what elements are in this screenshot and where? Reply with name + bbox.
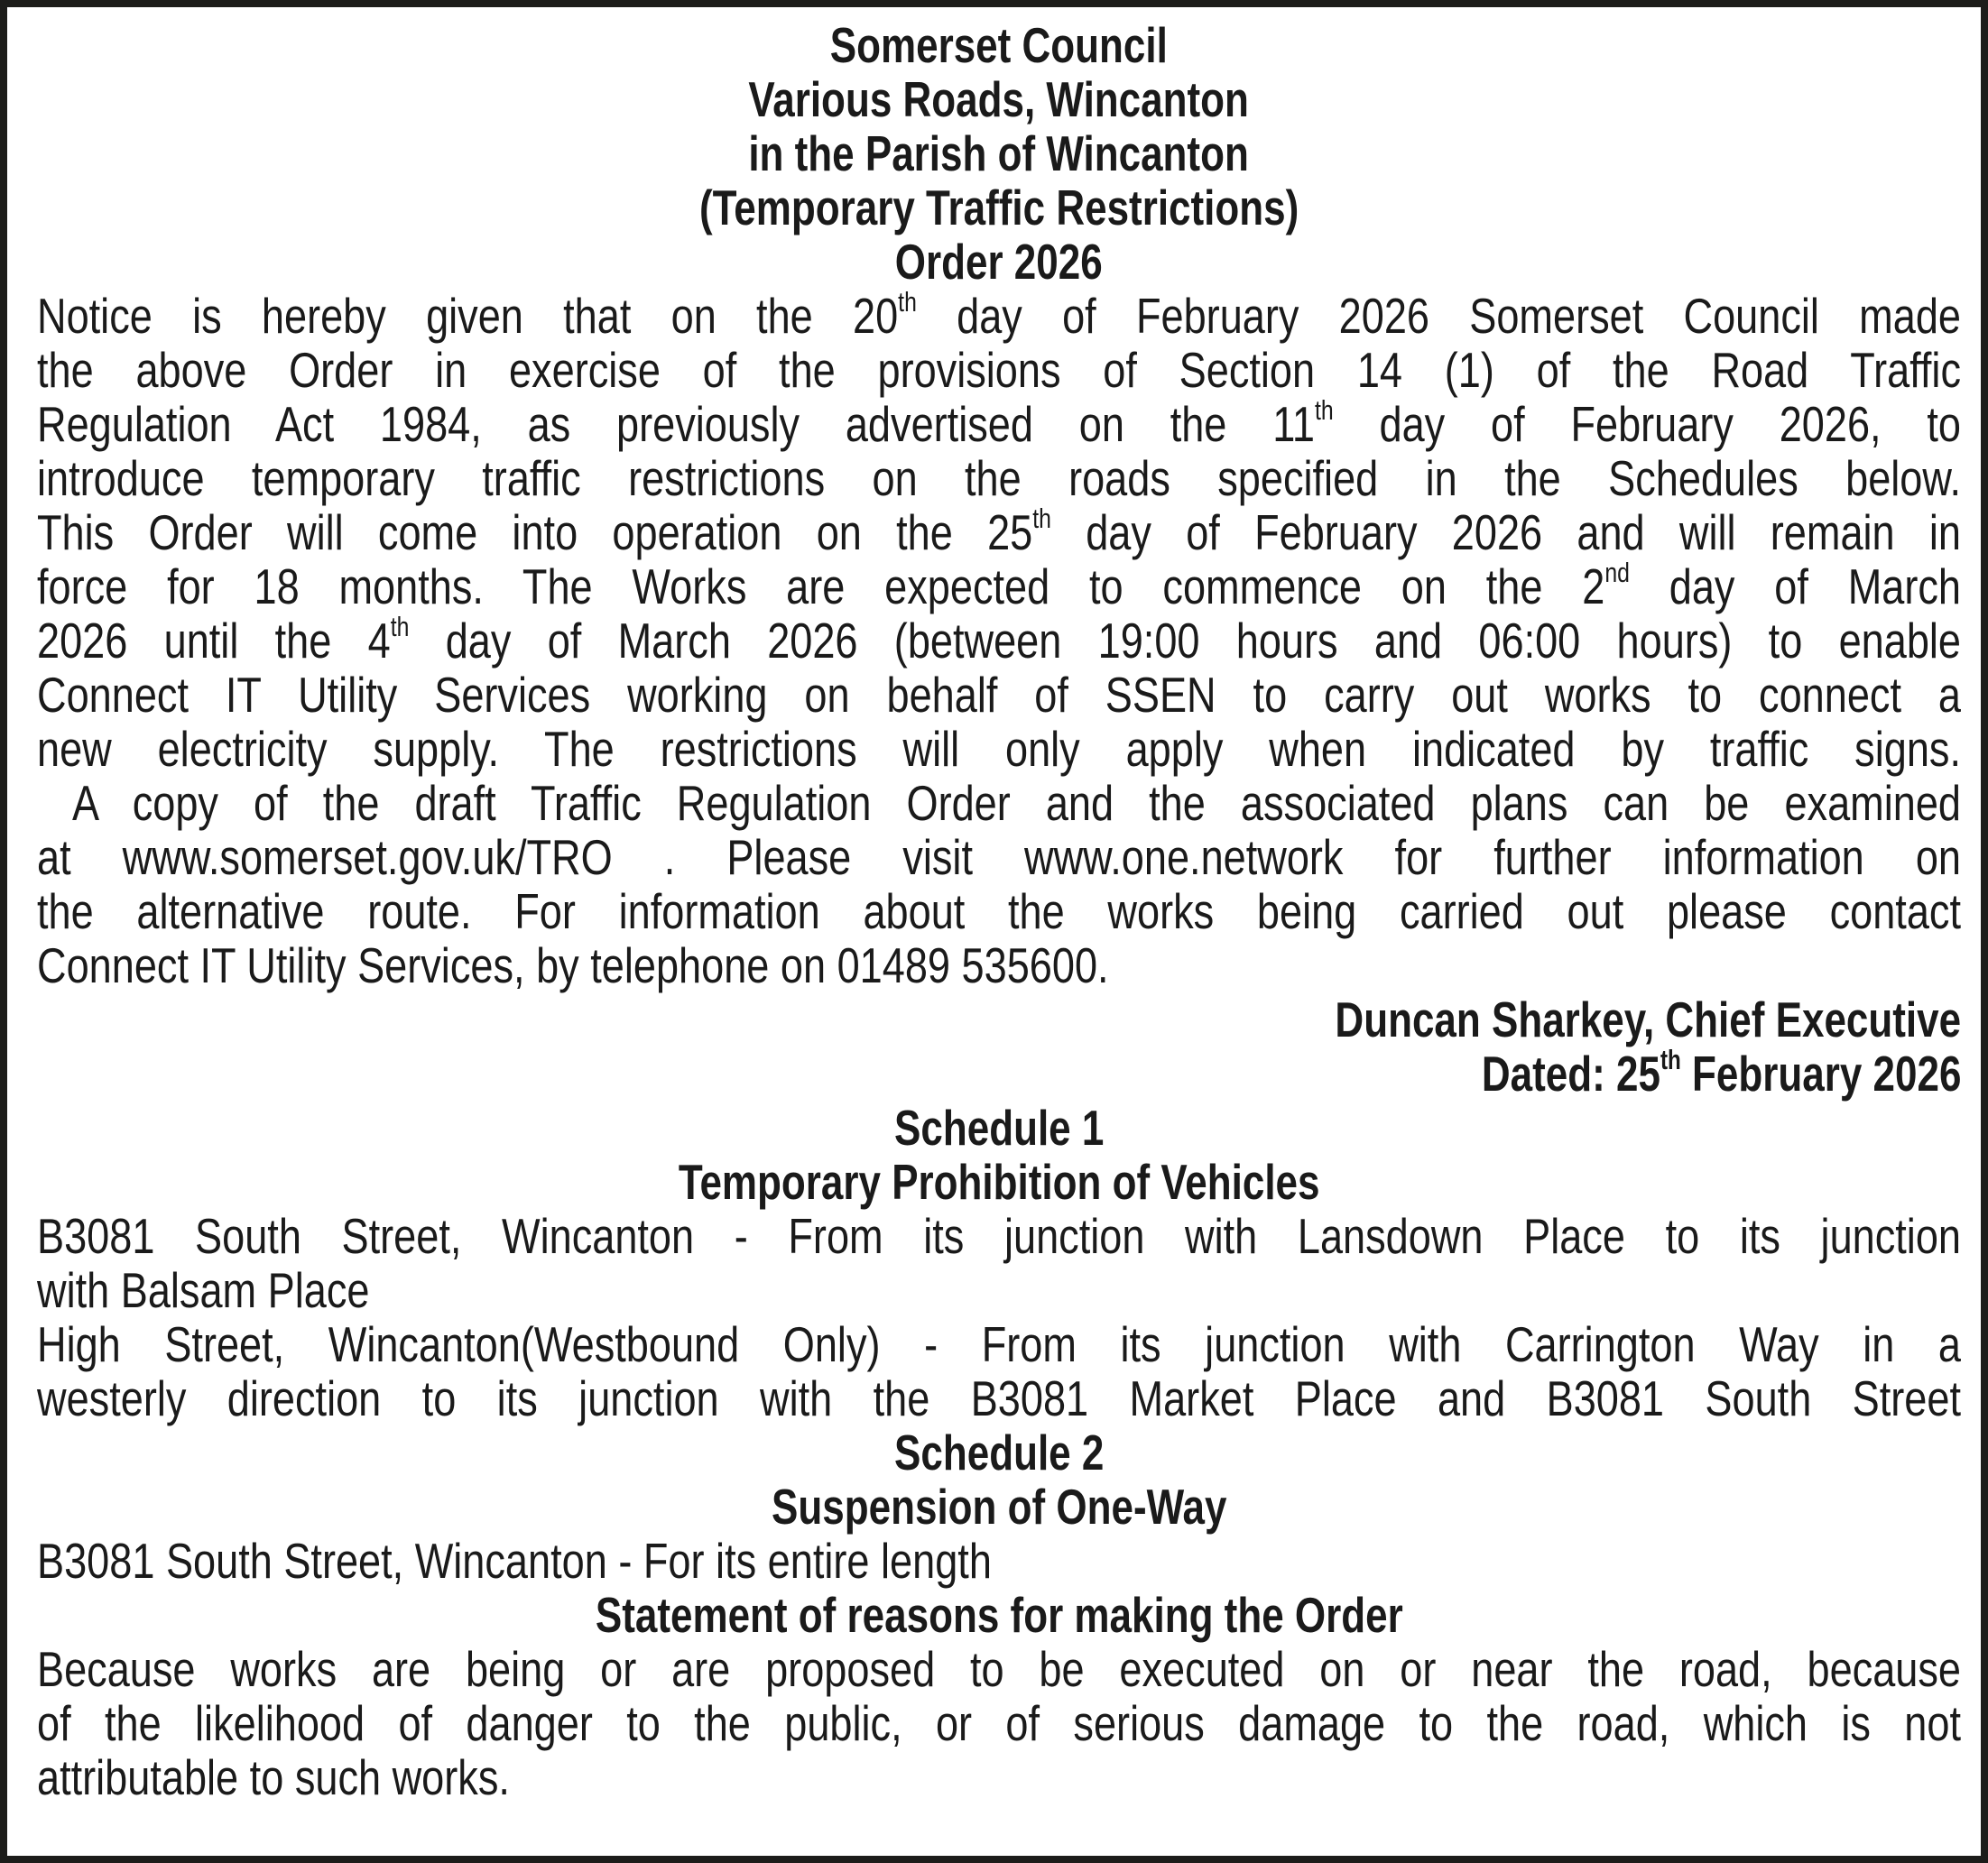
body-line [37,613,1961,668]
ordinal-suffix: nd [1604,558,1630,589]
text-run: B3081 South Street, Wincanton - From its junction with Lansdown Place to its junction [37,1208,1961,1264]
schedule-1-title: Schedule 1 [893,1100,1105,1156]
text-run: Because works are being or are proposed to be executed on or near the road, because [37,1641,1961,1697]
date-ordinal: th [1660,1046,1681,1076]
ordinal-suffix: th [898,288,917,318]
text-run: This Order will come into operation on the 25 [37,504,1033,560]
body-line-text [37,722,1961,776]
body-line-text [37,613,1961,668]
heading-parish: in the Parish of Wincanton [748,125,1250,181]
text-run: attributable to such works. [37,1749,510,1805]
text-run: with Balsam Place [37,1262,370,1318]
heading-restrictions: (Temporary Traffic Restrictions) [698,180,1299,235]
reasons-lines [37,1642,1961,1804]
text-run: westerly direction to its junction with the B3081 Market Place and B3081 South Street [37,1370,1961,1426]
text-run: Connect IT Utility Services working on behalf of SSEN to carry out works to connect a [37,667,1961,723]
schedule-1-line-text [37,1371,1961,1425]
schedule-1-line-text [37,1263,369,1317]
ordinal-suffix: th [390,613,410,643]
text-run: B3081 South Street, Wincanton - For its entire length [37,1533,992,1589]
heading-roads: Various Roads, Wincanton [748,71,1250,127]
body-line-text [37,668,1961,722]
notice-body [37,289,1961,992]
reasons-line [37,1696,1961,1750]
reasons-line-text [37,1642,1961,1696]
signature-date [1481,1047,1961,1101]
body-line [37,668,1961,722]
schedule-2-title-line [37,1425,1961,1480]
body-line [37,289,1961,343]
text-run: day of March [1629,558,1961,614]
reasons-title-line [37,1588,1961,1642]
schedule-1 [37,1101,1961,1425]
date-prefix: Dated: 25 [1481,1046,1660,1102]
ordinal-suffix: th [1315,396,1334,427]
signature-date-line [37,1047,1961,1101]
text-run: the above Order in exercise of the provisions of Section 14 (1) of the Road Traffic [37,342,1961,398]
heading-line [37,18,1961,72]
body-line-text [37,776,1961,830]
reasons-line [37,1642,1961,1696]
body-line [37,938,1961,992]
notice-content [37,18,1961,1804]
schedule-2 [37,1425,1961,1588]
reasons-line [37,1750,1961,1804]
body-line-text [37,938,1109,992]
body-line [37,722,1961,776]
schedule-2-line-text [37,1534,992,1588]
schedule-1-line [37,1263,1961,1317]
heading-order: Order 2026 [895,234,1103,290]
text-run: force for 18 months. The Works are expected to commence on the 2 [37,558,1605,614]
text-run: day of February 2026, to [1333,396,1961,452]
body-line [37,776,1961,830]
text-run: Regulation Act 1984, as previously advertised on the 11 [37,396,1316,452]
schedule-2-title: Schedule 2 [893,1425,1105,1480]
text-run: Connect IT Utility Services, by telephone on 01489 535600. [37,937,1109,993]
reasons-section [37,1588,1961,1804]
schedule-2-line [37,1534,1961,1588]
body-line-text [37,451,1961,505]
ordinal-suffix: th [1032,504,1051,535]
schedule-1-lines [37,1209,1961,1425]
schedule-1-line-text [37,1317,1961,1371]
text-run: day of March 2026 (between 19:00 hours and 06:00 hours) to enable [409,613,1962,669]
body-line [37,559,1961,613]
body-line-text [37,397,1961,451]
body-line-text [37,884,1961,938]
body-line [37,343,1961,397]
schedule-2-subtitle-line [37,1480,1961,1534]
body-line-text [37,343,1961,397]
schedule-1-subtitle: Temporary Prohibition of Vehicles [678,1154,1320,1210]
text-run: day of February 2026 and will remain in [1050,504,1961,560]
body-line [37,830,1961,884]
body-line-text [37,289,1961,343]
body-line [37,397,1961,451]
schedule-1-line [37,1209,1961,1263]
notice-heading [37,18,1961,289]
body-line-text [37,830,1961,884]
date-suffix: February 2026 [1680,1046,1961,1102]
text-run: new electricity supply. The restrictions will only apply when indicated by traffic signs. [37,721,1961,777]
heading-line [37,180,1961,235]
schedule-1-line [37,1371,1961,1425]
text-run: introduce temporary traffic restrictions on the roads specified in the Schedules below. [37,450,1961,506]
schedule-1-subtitle-line [37,1155,1961,1209]
text-run: the alternative route. For information about the works being carried out please contact [37,883,1961,939]
signature-name-line [37,992,1961,1047]
body-line [37,505,1961,559]
schedule-2-subtitle: Suspension of One-Way [771,1479,1227,1535]
body-line [37,884,1961,938]
schedule-2-lines [37,1534,1961,1588]
text-run: at www.somerset.gov.uk/TRO . Please visit www.one.network for further information on [37,829,1961,885]
schedule-1-title-line [37,1101,1961,1155]
schedule-1-line [37,1317,1961,1371]
body-line-text [37,559,1961,613]
text-run: day of February 2026 Somerset Council made [916,288,1961,344]
heading-line [37,72,1961,126]
heading-line [37,235,1961,289]
body-line-text [37,505,1961,559]
schedule-1-line-text [37,1209,1961,1263]
reasons-line-text [37,1750,510,1804]
reasons-line-text [37,1696,1961,1750]
body-line [37,451,1961,505]
text-run: of the likelihood of danger to the public, or of serious damage to the road, which is not [37,1695,1961,1751]
heading-council: Somerset Council [829,17,1169,73]
signature-block [37,992,1961,1101]
text-run: Notice is hereby given that on the 20 [37,288,899,344]
heading-line [37,126,1961,180]
signature-name: Duncan Sharkey, Chief Executive [1335,991,1961,1047]
reasons-title: Statement of reasons for making the Order [595,1587,1403,1643]
text-run: High Street, Wincanton(Westbound Only) - From its junction with Carrington Way in a [37,1316,1961,1372]
text-run: A copy of the draft Traffic Regulation Order and the associated plans can be examined [37,775,1961,831]
text-run: 2026 until the 4 [37,613,391,669]
